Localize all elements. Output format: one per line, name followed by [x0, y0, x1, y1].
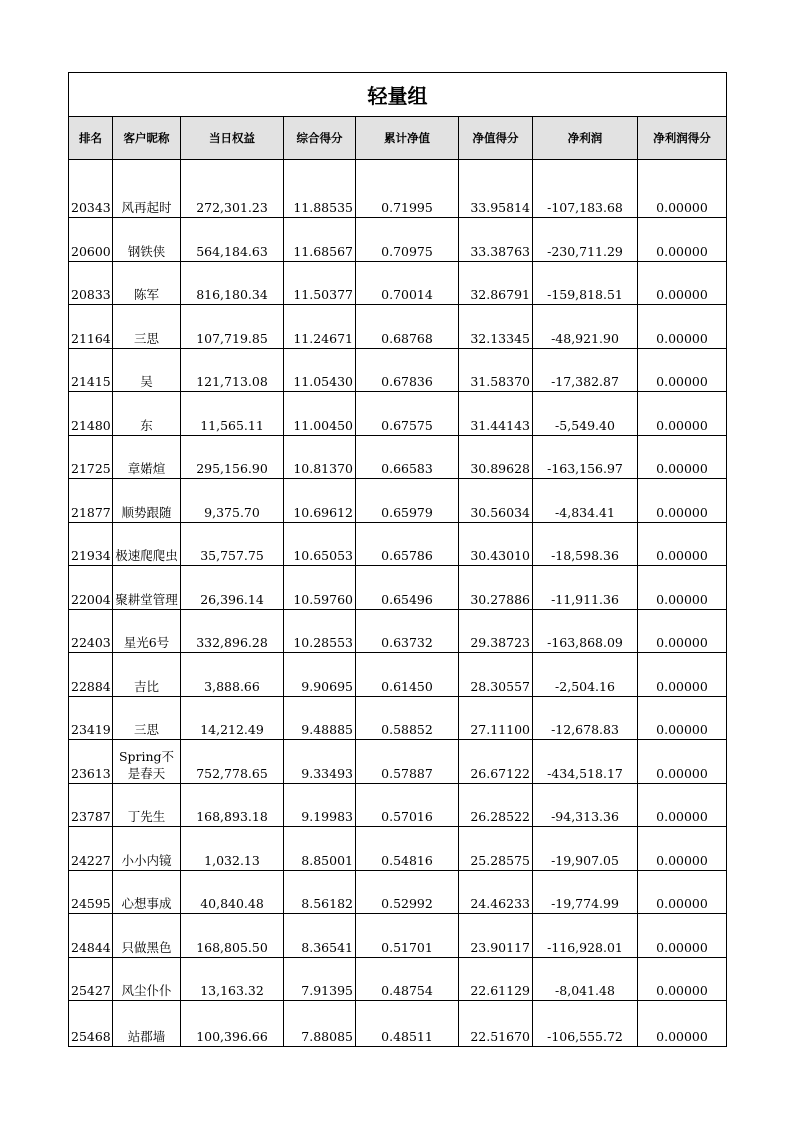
profit-score-cell: 0.00000 — [638, 696, 727, 740]
nav-cell: 0.48511 — [356, 1001, 459, 1047]
profit-score-cell: 0.00000 — [638, 261, 727, 305]
nav-cell: 0.63732 — [356, 609, 459, 653]
equity-cell: 3,888.66 — [181, 653, 284, 697]
header-row — [69, 117, 727, 160]
nickname-cell: 风尘仆仆 — [113, 957, 181, 1001]
profit-score-cell: 0.00000 — [638, 479, 727, 523]
net-profit-cell: -19,774.99 — [533, 870, 638, 914]
nav-cell: 0.71995 — [356, 160, 459, 218]
table-row — [69, 957, 727, 1001]
profit-score-cell: 0.00000 — [638, 783, 727, 827]
rank-cell: 23613 — [69, 740, 113, 784]
nav-cell: 0.70975 — [356, 218, 459, 262]
nickname-cell: 聚耕堂管理 — [113, 566, 181, 610]
nickname-cell: 站郡墙 — [113, 1001, 181, 1047]
profit-score-cell: 0.00000 — [638, 870, 727, 914]
table-row — [69, 609, 727, 653]
table-row — [69, 653, 727, 697]
ranking-sheet — [68, 72, 726, 1047]
nav-score-cell: 22.51670 — [459, 1001, 533, 1047]
col-header-score: 综合得分 — [284, 117, 356, 160]
nav-cell: 0.57887 — [356, 740, 459, 784]
table-row — [69, 218, 727, 262]
nav-cell: 0.70014 — [356, 261, 459, 305]
profit-score-cell: 0.00000 — [638, 218, 727, 262]
score-cell: 8.56182 — [284, 870, 356, 914]
table-row — [69, 522, 727, 566]
net-profit-cell: -116,928.01 — [533, 914, 638, 958]
table-row — [69, 566, 727, 610]
table-row — [69, 740, 727, 784]
table-row — [69, 392, 727, 436]
nav-cell: 0.48754 — [356, 957, 459, 1001]
rank-cell: 21480 — [69, 392, 113, 436]
score-cell: 10.69612 — [284, 479, 356, 523]
nav-score-cell: 28.30557 — [459, 653, 533, 697]
nav-score-cell: 31.58370 — [459, 348, 533, 392]
nav-cell: 0.67836 — [356, 348, 459, 392]
equity-cell: 100,396.66 — [181, 1001, 284, 1047]
nav-score-cell: 27.11100 — [459, 696, 533, 740]
net-profit-cell: -8,041.48 — [533, 957, 638, 1001]
col-header-profit-score: 净利润得分 — [638, 117, 727, 160]
col-header-nav-score: 净值得分 — [459, 117, 533, 160]
nav-score-cell: 33.38763 — [459, 218, 533, 262]
nickname-cell: Spring不是春天 — [113, 740, 181, 784]
table-row — [69, 160, 727, 218]
table-row — [69, 348, 727, 392]
rank-cell: 21877 — [69, 479, 113, 523]
equity-cell: 107,719.85 — [181, 305, 284, 349]
nickname-cell: 东 — [113, 392, 181, 436]
rank-cell: 23787 — [69, 783, 113, 827]
rank-cell: 23419 — [69, 696, 113, 740]
net-profit-cell: -163,868.09 — [533, 609, 638, 653]
nav-score-cell: 30.43010 — [459, 522, 533, 566]
nav-cell: 0.57016 — [356, 783, 459, 827]
rank-cell: 20600 — [69, 218, 113, 262]
equity-cell: 11,565.11 — [181, 392, 284, 436]
nickname-cell: 吉比 — [113, 653, 181, 697]
nickname-cell: 章婼煊 — [113, 435, 181, 479]
equity-cell: 14,212.49 — [181, 696, 284, 740]
rank-cell: 20833 — [69, 261, 113, 305]
nav-cell: 0.61450 — [356, 653, 459, 697]
nav-score-cell: 23.90117 — [459, 914, 533, 958]
net-profit-cell: -163,156.97 — [533, 435, 638, 479]
nav-cell: 0.68768 — [356, 305, 459, 349]
table-row — [69, 783, 727, 827]
rank-cell: 21934 — [69, 522, 113, 566]
rank-cell: 24844 — [69, 914, 113, 958]
nav-score-cell: 24.46233 — [459, 870, 533, 914]
score-cell: 11.00450 — [284, 392, 356, 436]
net-profit-cell: -434,518.17 — [533, 740, 638, 784]
net-profit-cell: -19,907.05 — [533, 827, 638, 871]
table-row — [69, 435, 727, 479]
nickname-cell: 陈军 — [113, 261, 181, 305]
profit-score-cell: 0.00000 — [638, 566, 727, 610]
nav-cell: 0.66583 — [356, 435, 459, 479]
nav-cell: 0.65979 — [356, 479, 459, 523]
col-header-rank: 排名 — [69, 117, 113, 160]
table-row — [69, 305, 727, 349]
equity-cell: 1,032.13 — [181, 827, 284, 871]
profit-score-cell: 0.00000 — [638, 609, 727, 653]
nav-cell: 0.52992 — [356, 870, 459, 914]
nav-score-cell: 22.61129 — [459, 957, 533, 1001]
profit-score-cell: 0.00000 — [638, 348, 727, 392]
profit-score-cell: 0.00000 — [638, 305, 727, 349]
col-header-nav: 累计净值 — [356, 117, 459, 160]
ranking-table — [68, 72, 727, 1047]
score-cell: 10.59760 — [284, 566, 356, 610]
score-cell: 9.48885 — [284, 696, 356, 740]
equity-cell: 26,396.14 — [181, 566, 284, 610]
nickname-cell: 吴 — [113, 348, 181, 392]
equity-cell: 332,896.28 — [181, 609, 284, 653]
score-cell: 10.81370 — [284, 435, 356, 479]
net-profit-cell: -12,678.83 — [533, 696, 638, 740]
net-profit-cell: -48,921.90 — [533, 305, 638, 349]
equity-cell: 40,840.48 — [181, 870, 284, 914]
nickname-cell: 三思 — [113, 305, 181, 349]
equity-cell: 35,757.75 — [181, 522, 284, 566]
net-profit-cell: -17,382.87 — [533, 348, 638, 392]
nickname-cell: 钢铁侠 — [113, 218, 181, 262]
equity-cell: 121,713.08 — [181, 348, 284, 392]
col-header-nickname: 客户昵称 — [113, 117, 181, 160]
profit-score-cell: 0.00000 — [638, 740, 727, 784]
net-profit-cell: -4,834.41 — [533, 479, 638, 523]
equity-cell: 272,301.23 — [181, 160, 284, 218]
equity-cell: 816,180.34 — [181, 261, 284, 305]
profit-score-cell: 0.00000 — [638, 653, 727, 697]
profit-score-cell: 0.00000 — [638, 914, 727, 958]
col-header-net-profit: 净利润 — [533, 117, 638, 160]
net-profit-cell: -11,911.36 — [533, 566, 638, 610]
rank-cell: 20343 — [69, 160, 113, 218]
net-profit-cell: -18,598.36 — [533, 522, 638, 566]
net-profit-cell: -230,711.29 — [533, 218, 638, 262]
nav-score-cell: 32.13345 — [459, 305, 533, 349]
profit-score-cell: 0.00000 — [638, 435, 727, 479]
equity-cell: 295,156.90 — [181, 435, 284, 479]
nav-score-cell: 26.28522 — [459, 783, 533, 827]
nav-cell: 0.54816 — [356, 827, 459, 871]
score-cell: 11.88535 — [284, 160, 356, 218]
score-cell: 11.68567 — [284, 218, 356, 262]
nickname-cell: 丁先生 — [113, 783, 181, 827]
profit-score-cell: 0.00000 — [638, 522, 727, 566]
nav-score-cell: 25.28575 — [459, 827, 533, 871]
score-cell: 11.05430 — [284, 348, 356, 392]
table-row — [69, 479, 727, 523]
profit-score-cell: 0.00000 — [638, 827, 727, 871]
profit-score-cell: 0.00000 — [638, 1001, 727, 1047]
nav-cell: 0.67575 — [356, 392, 459, 436]
net-profit-cell: -5,549.40 — [533, 392, 638, 436]
nickname-cell: 三思 — [113, 696, 181, 740]
nav-score-cell: 29.38723 — [459, 609, 533, 653]
table-row — [69, 827, 727, 871]
score-cell: 9.90695 — [284, 653, 356, 697]
nickname-cell: 风再起时 — [113, 160, 181, 218]
score-cell: 8.36541 — [284, 914, 356, 958]
profit-score-cell: 0.00000 — [638, 160, 727, 218]
score-cell: 8.85001 — [284, 827, 356, 871]
score-cell: 11.50377 — [284, 261, 356, 305]
score-cell: 11.24671 — [284, 305, 356, 349]
nickname-cell: 星光6号 — [113, 609, 181, 653]
table-row — [69, 261, 727, 305]
nav-score-cell: 26.67122 — [459, 740, 533, 784]
score-cell: 9.33493 — [284, 740, 356, 784]
net-profit-cell: -94,313.36 — [533, 783, 638, 827]
rank-cell: 22884 — [69, 653, 113, 697]
net-profit-cell: -2,504.16 — [533, 653, 638, 697]
equity-cell: 168,805.50 — [181, 914, 284, 958]
equity-cell: 168,893.18 — [181, 783, 284, 827]
score-cell: 10.65053 — [284, 522, 356, 566]
profit-score-cell: 0.00000 — [638, 392, 727, 436]
nickname-cell: 只做黑色 — [113, 914, 181, 958]
equity-cell: 13,163.32 — [181, 957, 284, 1001]
col-header-equity: 当日权益 — [181, 117, 284, 160]
nav-score-cell: 30.27886 — [459, 566, 533, 610]
nav-cell: 0.65496 — [356, 566, 459, 610]
nav-score-cell: 30.89628 — [459, 435, 533, 479]
nickname-cell: 极速爬爬虫 — [113, 522, 181, 566]
nav-score-cell: 31.44143 — [459, 392, 533, 436]
rank-cell: 22403 — [69, 609, 113, 653]
net-profit-cell: -106,555.72 — [533, 1001, 638, 1047]
nickname-cell: 顺势跟随 — [113, 479, 181, 523]
table-row — [69, 914, 727, 958]
nav-score-cell: 32.86791 — [459, 261, 533, 305]
nickname-cell: 心想事成 — [113, 870, 181, 914]
page-title: 轻量组 — [69, 73, 727, 117]
rank-cell: 24227 — [69, 827, 113, 871]
nav-score-cell: 33.95814 — [459, 160, 533, 218]
equity-cell: 752,778.65 — [181, 740, 284, 784]
table-row — [69, 696, 727, 740]
table-row — [69, 870, 727, 914]
nav-score-cell: 30.56034 — [459, 479, 533, 523]
rank-cell: 21415 — [69, 348, 113, 392]
equity-cell: 9,375.70 — [181, 479, 284, 523]
net-profit-cell: -107,183.68 — [533, 160, 638, 218]
rank-cell: 21164 — [69, 305, 113, 349]
rank-cell: 25468 — [69, 1001, 113, 1047]
profit-score-cell: 0.00000 — [638, 957, 727, 1001]
net-profit-cell: -159,818.51 — [533, 261, 638, 305]
rank-cell: 21725 — [69, 435, 113, 479]
rank-cell: 24595 — [69, 870, 113, 914]
equity-cell: 564,184.63 — [181, 218, 284, 262]
rank-cell: 22004 — [69, 566, 113, 610]
score-cell: 10.28553 — [284, 609, 356, 653]
table-row — [69, 1001, 727, 1047]
nav-cell: 0.51701 — [356, 914, 459, 958]
nav-cell: 0.58852 — [356, 696, 459, 740]
score-cell: 9.19983 — [284, 783, 356, 827]
score-cell: 7.91395 — [284, 957, 356, 1001]
score-cell: 7.88085 — [284, 1001, 356, 1047]
nickname-cell: 小小内镜 — [113, 827, 181, 871]
rank-cell: 25427 — [69, 957, 113, 1001]
nav-cell: 0.65786 — [356, 522, 459, 566]
